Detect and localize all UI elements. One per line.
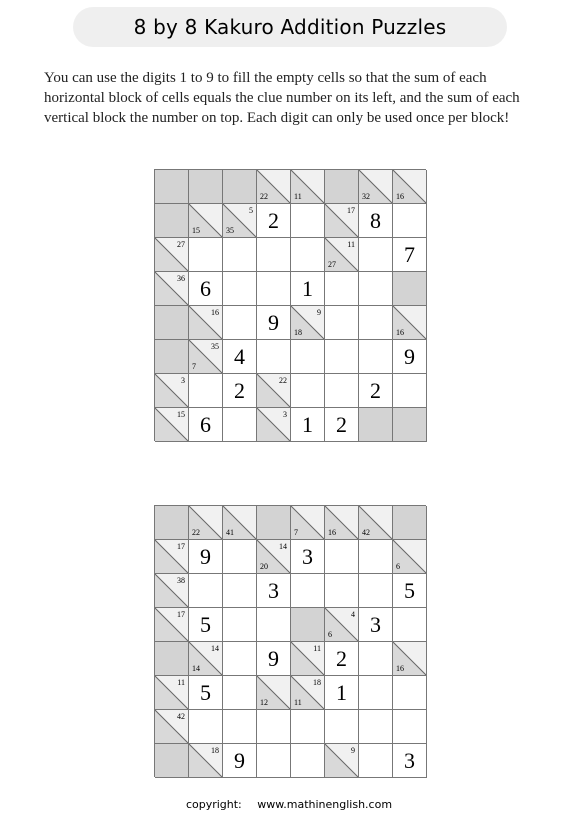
given-digit: 7 <box>404 241 415 267</box>
entry-cell[interactable] <box>223 574 257 608</box>
across-clue: 14 <box>211 644 219 653</box>
entry-cell[interactable] <box>359 642 393 676</box>
clue-cell <box>155 540 189 574</box>
across-clue: 35 <box>211 342 219 351</box>
clue-cell <box>359 170 393 204</box>
blocked-cell <box>155 340 189 374</box>
clue-cell <box>155 574 189 608</box>
down-clue: 6 <box>328 630 332 639</box>
given-digit: 2 <box>370 377 381 403</box>
given-digit: 1 <box>302 275 313 301</box>
given-digit: 5 <box>404 577 415 603</box>
across-clue: 3 <box>283 410 287 419</box>
down-clue: 16 <box>396 192 404 201</box>
blocked-cell <box>155 744 189 778</box>
across-clue: 38 <box>177 576 185 585</box>
entry-cell[interactable] <box>189 408 223 442</box>
copyright-label: copyright: <box>185 798 242 811</box>
clue-cell <box>257 676 291 710</box>
across-clue: 36 <box>177 274 185 283</box>
clue-cell <box>393 540 427 574</box>
clue-cell <box>155 710 189 744</box>
entry-cell[interactable] <box>393 340 427 374</box>
entry-cell[interactable] <box>223 408 257 442</box>
entry-cell[interactable] <box>393 574 427 608</box>
entry-cell[interactable] <box>393 204 427 238</box>
entry-cell[interactable] <box>189 272 223 306</box>
entry-cell[interactable] <box>223 272 257 306</box>
entry-cell[interactable] <box>393 744 427 778</box>
entry-cell[interactable] <box>325 340 359 374</box>
clue-cell <box>257 540 291 574</box>
entry-cell[interactable] <box>359 540 393 574</box>
across-clue: 42 <box>177 712 185 721</box>
given-digit: 3 <box>302 543 313 569</box>
given-digit: 3 <box>370 611 381 637</box>
blocked-cell <box>155 642 189 676</box>
clue-cell <box>223 506 257 540</box>
entry-cell[interactable] <box>189 608 223 642</box>
entry-cell[interactable] <box>223 238 257 272</box>
across-clue: 17 <box>177 542 185 551</box>
given-digit: 9 <box>200 543 211 569</box>
entry-cell[interactable] <box>359 744 393 778</box>
entry-cell[interactable] <box>393 710 427 744</box>
down-clue: 12 <box>260 698 268 707</box>
entry-cell[interactable] <box>257 340 291 374</box>
blocked-cell <box>325 170 359 204</box>
down-clue: 7 <box>192 362 196 371</box>
kakuro-puzzle-1 <box>154 169 426 441</box>
given-digit: 2 <box>268 207 279 233</box>
page-title: 8 by 8 Kakuro Addition Puzzles <box>133 15 447 39</box>
entry-cell[interactable] <box>393 374 427 408</box>
given-digit: 9 <box>234 747 245 773</box>
entry-cell[interactable] <box>291 238 325 272</box>
down-clue: 16 <box>396 664 404 673</box>
entry-cell[interactable] <box>359 272 393 306</box>
entry-cell[interactable] <box>257 204 291 238</box>
across-clue: 14 <box>279 542 287 551</box>
clue-cell <box>325 744 359 778</box>
blocked-cell <box>359 408 393 442</box>
entry-cell[interactable] <box>325 642 359 676</box>
down-clue: 6 <box>396 562 400 571</box>
entry-cell[interactable] <box>189 676 223 710</box>
down-clue: 41 <box>226 528 234 537</box>
down-clue: 35 <box>226 226 234 235</box>
clue-cell <box>393 170 427 204</box>
clue-cell <box>291 676 325 710</box>
entry-cell[interactable] <box>393 608 427 642</box>
entry-cell[interactable] <box>223 676 257 710</box>
given-digit: 5 <box>200 611 211 637</box>
entry-cell[interactable] <box>257 272 291 306</box>
entry-cell[interactable] <box>325 540 359 574</box>
entry-cell[interactable] <box>325 374 359 408</box>
down-clue: 22 <box>260 192 268 201</box>
entry-cell[interactable] <box>291 204 325 238</box>
clue-cell <box>325 238 359 272</box>
across-clue: 5 <box>249 206 253 215</box>
given-digit: 9 <box>268 645 279 671</box>
given-digit: 9 <box>268 309 279 335</box>
across-clue: 27 <box>177 240 185 249</box>
entry-cell[interactable] <box>223 340 257 374</box>
blocked-cell <box>393 506 427 540</box>
down-clue: 32 <box>362 192 370 201</box>
down-clue: 18 <box>294 328 302 337</box>
given-digit: 6 <box>200 275 211 301</box>
entry-cell[interactable] <box>359 374 393 408</box>
across-clue: 18 <box>313 678 321 687</box>
entry-cell[interactable] <box>291 374 325 408</box>
clue-cell <box>189 340 223 374</box>
across-clue: 15 <box>177 410 185 419</box>
entry-cell[interactable] <box>189 238 223 272</box>
down-clue: 42 <box>362 528 370 537</box>
entry-cell[interactable] <box>257 608 291 642</box>
down-clue: 11 <box>294 192 302 201</box>
clue-cell <box>189 642 223 676</box>
given-digit: 8 <box>370 207 381 233</box>
clue-cell <box>189 744 223 778</box>
entry-cell[interactable] <box>257 710 291 744</box>
clue-cell <box>223 204 257 238</box>
blocked-cell <box>257 506 291 540</box>
across-clue: 17 <box>347 206 355 215</box>
clue-cell <box>189 204 223 238</box>
entry-cell[interactable] <box>325 408 359 442</box>
across-clue: 18 <box>211 746 219 755</box>
entry-cell[interactable] <box>223 306 257 340</box>
entry-cell[interactable] <box>359 238 393 272</box>
entry-cell[interactable] <box>359 710 393 744</box>
entry-cell[interactable] <box>393 238 427 272</box>
down-clue: 15 <box>192 226 200 235</box>
blocked-cell <box>291 608 325 642</box>
across-clue: 11 <box>347 240 355 249</box>
entry-cell[interactable] <box>325 574 359 608</box>
entry-cell[interactable] <box>291 744 325 778</box>
given-digit: 5 <box>200 679 211 705</box>
down-clue: 22 <box>192 528 200 537</box>
blocked-cell <box>155 204 189 238</box>
website-link[interactable]: www.mathinenglish.com <box>257 798 393 811</box>
across-clue: 22 <box>279 376 287 385</box>
footer <box>0 798 578 811</box>
clue-cell <box>155 676 189 710</box>
down-clue: 11 <box>294 698 302 707</box>
page-title-banner <box>73 7 507 47</box>
given-digit: 4 <box>234 343 245 369</box>
clue-cell <box>155 238 189 272</box>
entry-cell[interactable] <box>359 340 393 374</box>
entry-cell[interactable] <box>359 676 393 710</box>
given-digit: 1 <box>302 411 313 437</box>
down-clue: 16 <box>328 528 336 537</box>
clue-cell <box>325 506 359 540</box>
blocked-cell <box>223 170 257 204</box>
kakuro-puzzle-2 <box>154 505 426 777</box>
clue-cell <box>393 642 427 676</box>
clue-cell <box>359 506 393 540</box>
blocked-cell <box>393 272 427 306</box>
given-digit: 1 <box>336 679 347 705</box>
given-digit: 6 <box>200 411 211 437</box>
entry-cell[interactable] <box>393 676 427 710</box>
entry-cell[interactable] <box>359 608 393 642</box>
entry-cell[interactable] <box>291 574 325 608</box>
entry-cell[interactable] <box>257 574 291 608</box>
clue-cell <box>291 306 325 340</box>
clue-cell <box>155 408 189 442</box>
entry-cell[interactable] <box>189 710 223 744</box>
clue-cell <box>291 506 325 540</box>
across-clue: 11 <box>313 644 321 653</box>
entry-cell[interactable] <box>291 408 325 442</box>
across-clue: 9 <box>351 746 355 755</box>
clue-cell <box>189 506 223 540</box>
blocked-cell <box>155 306 189 340</box>
clue-cell <box>257 408 291 442</box>
instructions-text: You can use the digits 1 to 9 to fill the empty cells so that the sum of each horizontal block of cells equals the clue number on its left, and the sum of each vertical block the number on top. Each digit can only be used once per block! <box>44 70 520 126</box>
across-clue: 9 <box>317 308 321 317</box>
clue-cell <box>325 204 359 238</box>
given-digit: 3 <box>404 747 415 773</box>
entry-cell[interactable] <box>189 374 223 408</box>
entry-cell[interactable] <box>257 306 291 340</box>
clue-cell <box>155 608 189 642</box>
given-digit: 3 <box>268 577 279 603</box>
entry-cell[interactable] <box>223 710 257 744</box>
given-digit: 2 <box>336 411 347 437</box>
entry-cell[interactable] <box>257 642 291 676</box>
entry-cell[interactable] <box>359 574 393 608</box>
entry-cell[interactable] <box>325 676 359 710</box>
entry-cell[interactable] <box>223 608 257 642</box>
across-clue: 4 <box>351 610 355 619</box>
clue-cell <box>291 642 325 676</box>
entry-cell[interactable] <box>257 238 291 272</box>
entry-cell[interactable] <box>291 540 325 574</box>
clue-cell <box>257 374 291 408</box>
entry-cell[interactable] <box>189 540 223 574</box>
entry-cell[interactable] <box>291 272 325 306</box>
given-digit: 2 <box>336 645 347 671</box>
entry-cell[interactable] <box>291 710 325 744</box>
given-digit: 9 <box>404 343 415 369</box>
entry-cell[interactable] <box>223 540 257 574</box>
down-clue: 14 <box>192 664 200 673</box>
entry-cell[interactable] <box>291 340 325 374</box>
down-clue: 16 <box>396 328 404 337</box>
blocked-cell <box>155 506 189 540</box>
across-clue: 11 <box>177 678 185 687</box>
entry-cell[interactable] <box>359 204 393 238</box>
clue-cell <box>291 170 325 204</box>
across-clue: 17 <box>177 610 185 619</box>
clue-cell <box>155 374 189 408</box>
blocked-cell <box>189 170 223 204</box>
clue-cell <box>393 306 427 340</box>
given-digit: 2 <box>234 377 245 403</box>
entry-cell[interactable] <box>325 272 359 306</box>
entry-cell[interactable] <box>189 574 223 608</box>
entry-cell[interactable] <box>325 710 359 744</box>
across-clue: 16 <box>211 308 219 317</box>
blocked-cell <box>155 170 189 204</box>
entry-cell[interactable] <box>223 374 257 408</box>
blocked-cell <box>393 408 427 442</box>
down-clue: 20 <box>260 562 268 571</box>
clue-cell <box>155 272 189 306</box>
down-clue: 7 <box>294 528 298 537</box>
entry-cell[interactable] <box>223 744 257 778</box>
entry-cell[interactable] <box>223 642 257 676</box>
entry-cell[interactable] <box>257 744 291 778</box>
across-clue: 3 <box>181 376 185 385</box>
clue-cell <box>257 170 291 204</box>
clue-cell <box>325 608 359 642</box>
entry-cell[interactable] <box>359 306 393 340</box>
down-clue: 27 <box>328 260 336 269</box>
clue-cell <box>189 306 223 340</box>
entry-cell[interactable] <box>325 306 359 340</box>
